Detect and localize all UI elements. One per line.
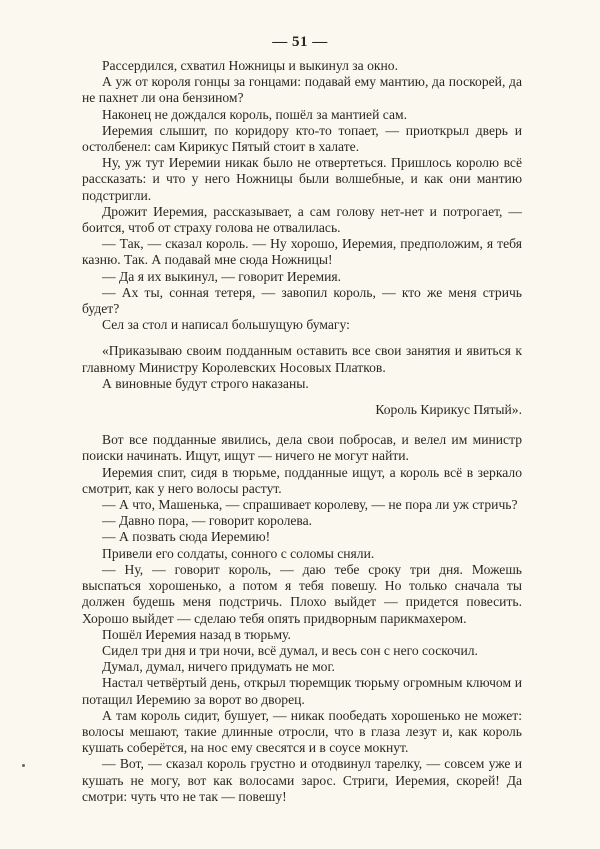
- paragraph: А там король сидит, бушует, — никак пообедать хорошенько не может: волосы мешают, такие длинные отросли, что в глаза лезут и, как король кушать соберётся, на нос ему свесятся и в соусе мокнут.: [82, 707, 522, 756]
- paragraph: А уж от короля гонцы за гонцами: подавай ему мантию, да поскорей, да не пахнет ли она бензином?: [82, 74, 522, 106]
- scan-speck: [22, 764, 25, 767]
- paragraph: Вот все подданные явились, дела свои побросав, и велел им министр поиски начинать. Ищут, ищут — ничего не могут найти.: [82, 432, 522, 464]
- paragraph: Пошёл Иеремия назад в тюрьму.: [102, 626, 291, 642]
- paragraph: Сел за стол и написал большущую бумагу:: [102, 317, 350, 333]
- paragraph: — Ну, — говорит король, — даю тебе сроку три дня. Можешь выспаться хорошенько, а потом я тебя повешу. Но только сначала ты должен будешь меня подстричь. Плохо выйдет — придется повесить. Хорошо выйдет — сделаю тебя опять придворным парикмахером.: [82, 561, 522, 626]
- paragraph: — Так, — сказал король. — Ну хорошо, Иеремия, предположим, я тебя казню. Так. А подавай мне сюда Ножницы!: [82, 236, 522, 268]
- paragraph: Привели его солдаты, сонного с соломы сняли.: [102, 545, 375, 561]
- paragraph: Ну, уж тут Иеремии никак было не отвертеться. Пришлось королю всё рассказать: и что у него Ножницы были волшебные, и как они мантию подстригли.: [82, 155, 522, 203]
- paragraph: — Да я их выкинул, — говорит Иеремия.: [102, 268, 342, 284]
- paragraph: — А позвать сюда Иеремию!: [102, 529, 271, 545]
- decree-text: «Приказываю своим подданным оставить все свои занятия и явиться к главному Министру Королевских Носовых Платков.: [82, 343, 522, 375]
- paragraph: Настал четвёртый день, открыл тюремщик тюрьму огромным ключом и потащил Иеремию за ворот во дворец.: [82, 675, 522, 707]
- paragraph: — Давно пора, — говорит королева.: [102, 513, 313, 529]
- paragraph: Иеремия слышит, по коридору кто-то топает, — приоткрыл дверь и остолбенел: сам Кирикус Пятый стоит в халате.: [82, 122, 522, 155]
- paragraph: — А что, Машенька, — спрашивает королеву, — не пора ли уж стричь?: [102, 497, 518, 513]
- paragraph: — Ах ты, сонная тетеря, — завопил король, — кто же меня стричь будет?: [82, 284, 522, 317]
- story-text: [82, 58, 522, 805]
- paragraph: Рассердился, схватил Ножницы и выкинул за окно.: [102, 58, 398, 73]
- decree-signature: Король Кирикус Пятый».: [375, 402, 522, 418]
- paragraph: Наконец не дождался король, пошёл за мантией сам.: [102, 106, 407, 122]
- paragraph: Думал, думал, ничего придумать не мог.: [102, 659, 335, 675]
- paragraph: — Вот, — сказал король грустно и отодвинул тарелку, — совсем уже и кушать не могу, вот как волосами зарос. Стриги, Иеремия, скорей! Да смотри: чуть что не так — повешу!: [82, 756, 522, 804]
- paragraph: Иеремия спит, сидя в тюрьме, подданные ищут, а король всё в зеркало смотрит, как у него волосы растут.: [82, 464, 522, 496]
- paragraph: Сидел три дня и три ночи, всё думал, и весь сон с него соскочил.: [102, 642, 478, 658]
- decree-text: А виновные будут строго наказаны.: [102, 375, 309, 391]
- page-number: — 51 —: [272, 34, 328, 50]
- paragraph: Дрожит Иеремия, рассказывает, а сам голову нет-нет и потрогает, — боится, чтоб от страху голова не отвалилась.: [82, 203, 522, 236]
